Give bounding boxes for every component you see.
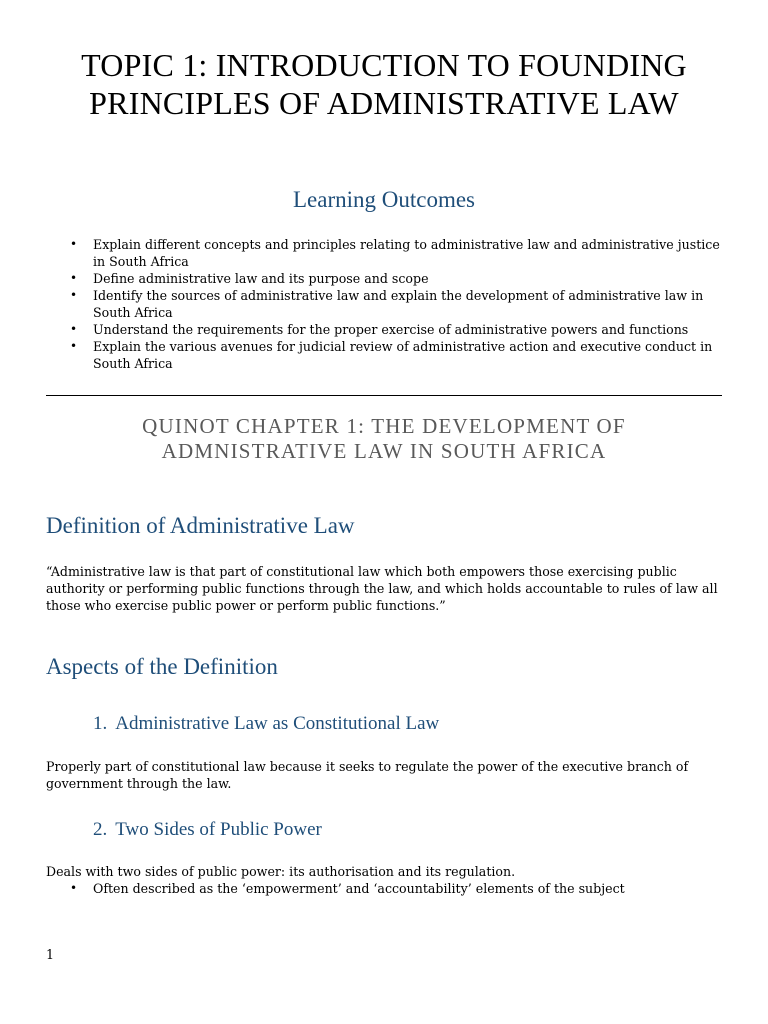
definition-quote: “Administrative law is that part of constitutional law which both empowers those exercising public authority or performing public functions through the law, and which holds accountable to rules of law all those who exercise public power or perform public functions.” — [46, 564, 718, 613]
aspect-2-text: Deals with two sides of public power: its authorisation and its regulation. — [46, 864, 516, 879]
list-item — [46, 236, 726, 270]
aspect-2-heading — [93, 818, 322, 842]
page-title-line-2: PRINCIPLES OF ADMINISTRATIVE LAW — [89, 85, 679, 121]
list-item-text: Identify the sources of administrative law and explain the development of administrative law in South Africa — [93, 288, 704, 320]
definition-heading: Definition of Administrative Law — [46, 513, 355, 538]
list-item-text: Often described as the ‘empowerment’ and ‘accountability’ elements of the subject — [93, 881, 625, 896]
page-title — [30, 46, 738, 122]
aspects-heading — [46, 653, 278, 681]
aspect-1-text: Properly part of constitutional law because it seeks to regulate the power of the executive branch of government through the law. — [46, 759, 689, 791]
bullet-icon: • — [70, 237, 78, 251]
list-item — [46, 338, 726, 372]
learning-outcomes-list — [46, 236, 726, 372]
page-title-line-1: TOPIC 1: INTRODUCTION TO FOUNDING — [81, 47, 687, 83]
aspect-2-title: Two Sides of Public Power — [115, 819, 322, 840]
bullet-icon: • — [70, 271, 78, 285]
list-item-text: Define administrative law and its purpose and scope — [93, 271, 429, 286]
chapter-heading — [40, 414, 728, 464]
aspect-2-number: 2. — [93, 819, 108, 840]
page-number: 1 — [46, 947, 55, 962]
list-item-text: Explain the various avenues for judicial review of administrative action and executive conduct in South Africa — [93, 339, 713, 371]
bullet-icon: • — [70, 881, 78, 895]
list-item-text: Explain different concepts and principles relating to administrative law and administrative justice in South Africa — [93, 237, 720, 269]
aspect-2-bullet-list — [46, 880, 726, 897]
list-item-text: Understand the requirements for the proper exercise of administrative powers and functions — [93, 322, 689, 337]
aspect-1-title: Administrative Law as Constitutional Law — [115, 713, 440, 734]
chapter-heading-line-2: ADMNISTRATIVE LAW IN SOUTH AFRICA — [161, 439, 607, 463]
aspects-heading-text: Aspects of the Definition — [46, 654, 278, 679]
list-item — [46, 880, 726, 897]
chapter-heading-line-1: QUINOT CHAPTER 1: THE DEVELOPMENT OF — [142, 414, 626, 438]
list-item — [46, 321, 726, 338]
list-item — [46, 287, 726, 321]
horizontal-divider — [46, 395, 722, 396]
list-item — [46, 270, 726, 287]
aspect-1-heading — [93, 712, 439, 736]
bullet-icon: • — [70, 288, 78, 302]
learning-outcomes-heading: Learning Outcomes — [292, 187, 476, 212]
bullet-icon: • — [70, 339, 78, 353]
bullet-icon: • — [70, 322, 78, 336]
aspect-1-number: 1. — [93, 713, 108, 734]
